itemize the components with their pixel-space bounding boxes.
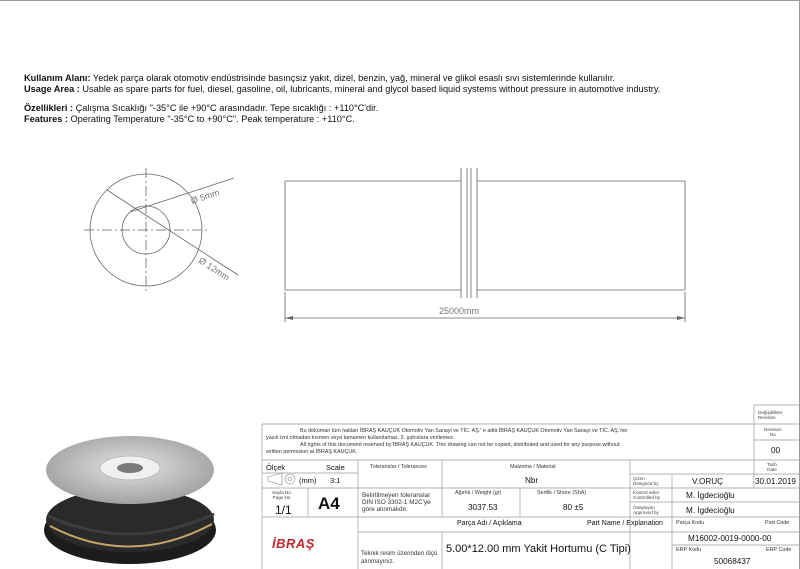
hardness-value: 80 ±5 xyxy=(563,503,584,512)
tolerance-text: Belirtilmeyen toleranslar DIN ISO 3302-1 M2C'ye göre alınmalıdır. xyxy=(362,492,431,513)
length-dimension-label: 25000mm xyxy=(438,306,480,316)
technical-note: Teknik resim üzerinden ölçü alınmayınız. xyxy=(361,550,438,565)
inner-diameter-label: Ø 5mm xyxy=(189,187,221,206)
approved-value: M. İgdecioğlu xyxy=(686,506,735,515)
checked-value: M. İgdecioğlu xyxy=(686,491,735,500)
weight-label: Ağırlık / Weight (gr) xyxy=(455,490,502,496)
erp-tr: ERP Kodu xyxy=(676,547,702,553)
hardness-label: Sertlik / Shore (ShA) xyxy=(537,490,587,496)
erp-value: 50068437 xyxy=(714,557,751,566)
revisions-header: Değişiklikler Revision xyxy=(758,410,783,420)
features-tr: Özellikleri : Çalışma Sıcaklığı "-35°C ile +90°C arasındadır. Tepe sıcaklığı : +110°C'dir. xyxy=(24,102,379,113)
page-label: Sayfa No Page No xyxy=(272,490,291,500)
revision-no-label: Revision No xyxy=(764,427,782,437)
part-code-tr: Parça Kodu xyxy=(676,520,705,526)
checked-label: Kontrol eden Controlled by xyxy=(633,490,661,500)
drawn-date: 30.01.2019 xyxy=(755,477,796,486)
scale-unit: (mm) xyxy=(299,476,317,485)
drawn-value: V.ORUÇ xyxy=(692,477,724,486)
scale-tr-label: Ölçek xyxy=(266,463,286,472)
copyright-tr2: yazılı izni olmadan kısmen veya tamamen kullanılamaz, 3. şahıslara verilemez. xyxy=(266,435,455,441)
material-value: Nbr xyxy=(525,476,539,485)
copyright-en: All rights of this document reserved by İBRAŞ KAUÇUK. This drawing can not be copied, distributed and used for any purpose without xyxy=(300,442,620,448)
ibras-logo: İBRAŞ xyxy=(272,536,315,551)
copyright-en2: written permssion at İBRAŞ KAUÇUK. xyxy=(266,449,358,455)
weight-value: 3037.53 xyxy=(468,503,498,512)
revision-no: 00 xyxy=(771,446,781,455)
part-name-label: Parça Adı / Açıklama xyxy=(457,520,522,527)
date-label: Tarih Date xyxy=(767,462,777,472)
page-value: 1/1 xyxy=(275,503,292,517)
paper-size: A4 xyxy=(318,494,340,513)
drawn-label: Çizen Designed by xyxy=(633,476,659,486)
part-code-value: M16002-0019-0000-00 xyxy=(688,534,772,543)
copyright-tr: Bu döküman tüm hakları İBRAŞ KAUÇUK Otomotiv Yan Sanayi ve TİC. AŞ.' e aittir.İBRAŞ KAUÇUK Otomotiv Yan Sanayi ve TİC. AŞ.'nin xyxy=(300,428,628,434)
part-name-value: 5.00*12.00 mm Yakit Hortumu (C Tipi) xyxy=(446,543,631,555)
scale-en-label: Scale xyxy=(326,463,345,472)
erp-en: ERP Code xyxy=(766,547,792,553)
usage-tr: Kullanım Alanı: Yedek parça olarak otomotiv endüstrisinde basınçsız yakıt, dizel, benzin, yağ, mineral ve glikol esaslı sıvı sistemlerinde kullanılır. xyxy=(24,73,615,83)
part-name-en-label: Part Name / Explanation xyxy=(587,520,663,527)
part-code-en: Part Code xyxy=(765,520,790,526)
outer-diameter-label: Ø 12mm xyxy=(196,255,232,283)
usage-en: Usage Area : Usable as spare parts for fuel, diesel, gasoline, oil, lubricants, mineral and glycol based liquid systems without pressure in automotive industry. xyxy=(24,84,661,95)
approved-label: Onaylayan Approved by xyxy=(633,505,659,515)
tolerance-label: Toleranslar / Tolerances xyxy=(370,464,427,470)
features-en: Features : Operating Temperature "-35°C to +90°C". Peak temperature : +110°C. xyxy=(24,114,355,125)
scale-value: 3:1 xyxy=(330,476,341,485)
material-label: Malzeme / Material xyxy=(510,464,556,470)
